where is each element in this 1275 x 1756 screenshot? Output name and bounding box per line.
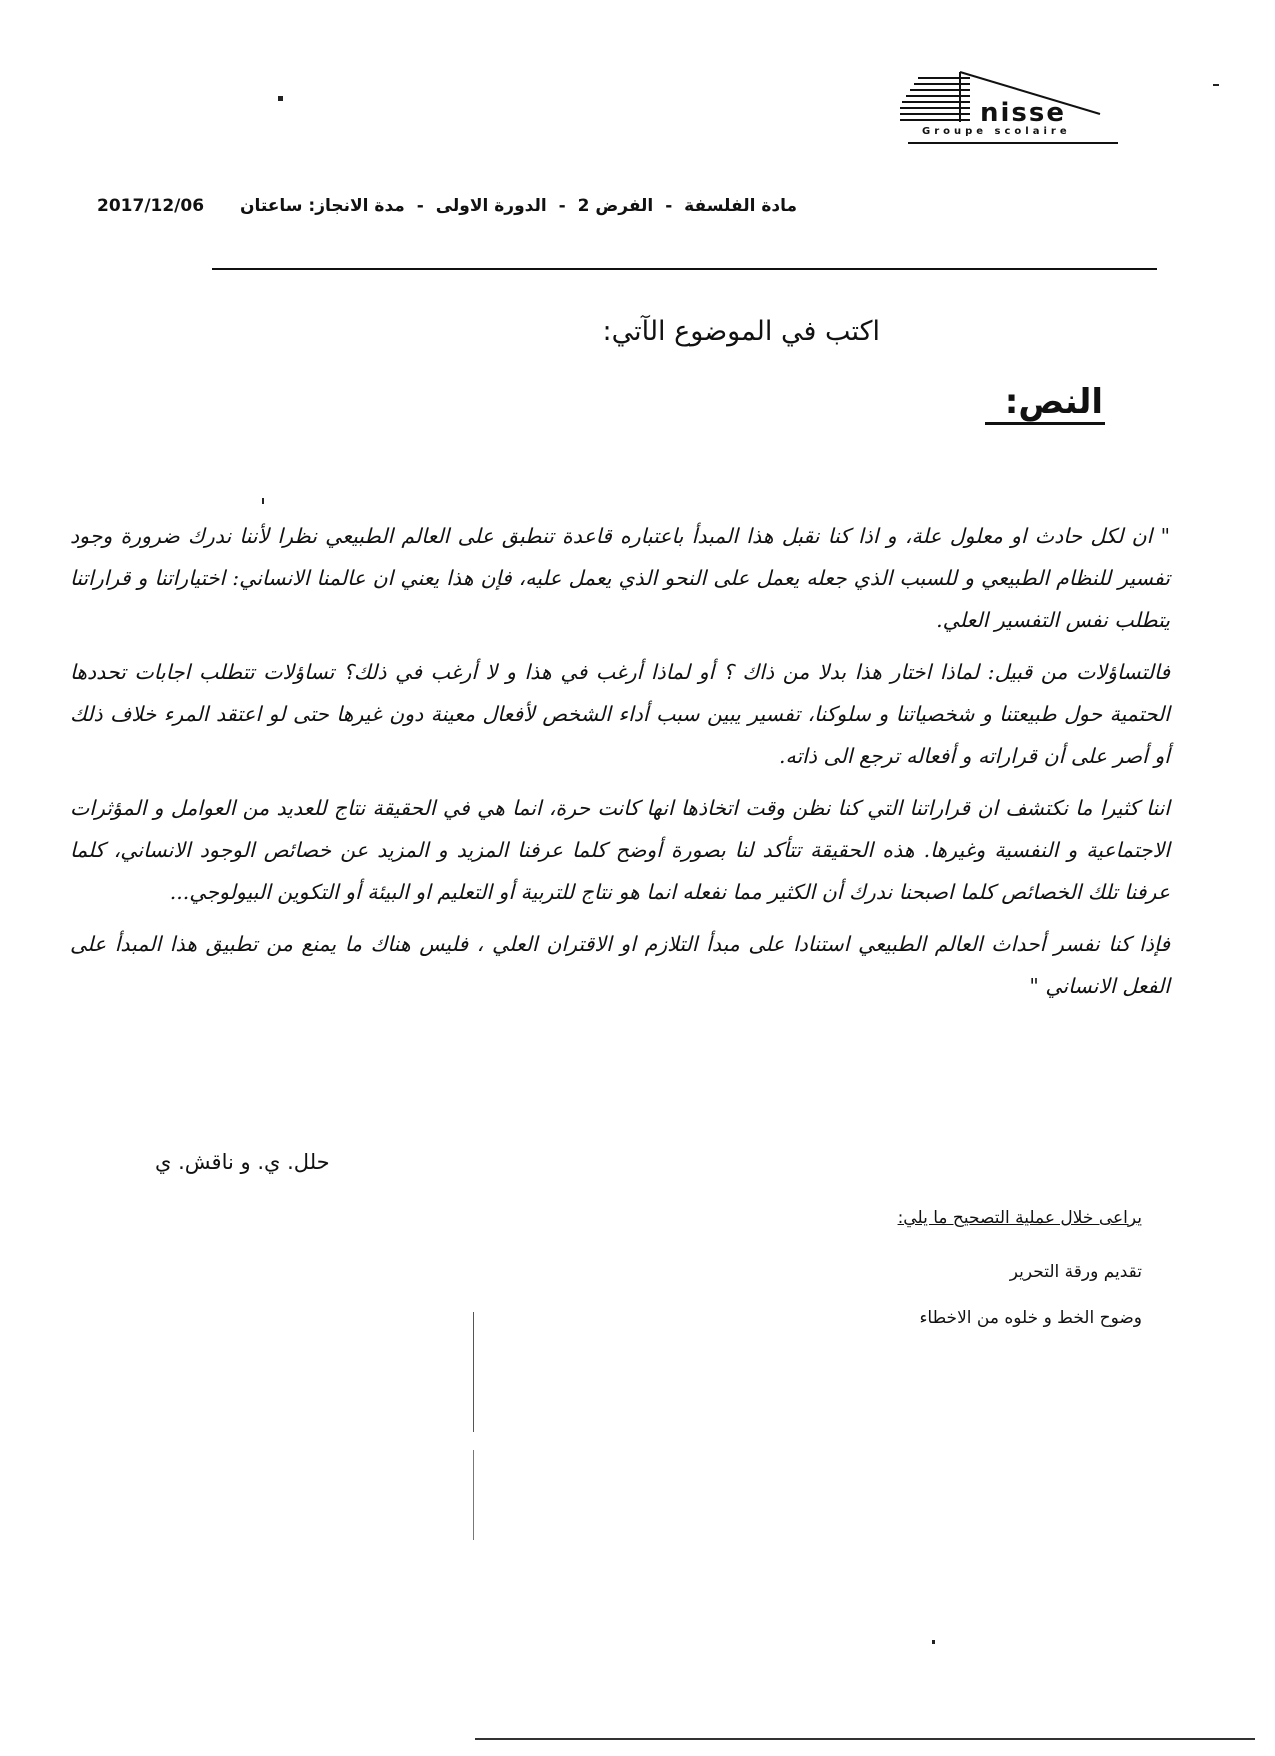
text-label: النص: xyxy=(1004,382,1103,422)
header-subject: مادة الفلسفة xyxy=(684,196,797,216)
header-exam: الفرض 2 xyxy=(577,196,654,216)
criteria-item: تقديم ورقة التحرير xyxy=(1009,1262,1142,1282)
header-divider xyxy=(212,268,1157,270)
header-separator: - xyxy=(416,196,424,216)
text-label-underline xyxy=(985,422,1105,425)
task-instruction: حلل. ي. و ناقش. ي xyxy=(155,1150,330,1174)
scan-speck xyxy=(1213,84,1219,86)
text-paragraph: فإذا كنا نفسر أحداث العالم الطبيعي استنادا على مبدأ التلازم او الاقتران العلي ، فليس هناك ما يمنع من تطبيق هذا المبدأ على الفعل الانساني " xyxy=(70,932,1170,998)
logo-subtitle: Groupe scolaire xyxy=(922,126,1071,137)
scan-speck xyxy=(278,96,283,101)
instruction-heading: اكتب في الموضوع الآتي: xyxy=(602,316,880,347)
logo-underline xyxy=(908,142,1118,144)
scan-speck xyxy=(932,1640,935,1644)
scan-speck xyxy=(262,498,264,504)
criteria-title: يراعى خلال عملية التصحيح ما يلي: xyxy=(897,1208,1142,1228)
criteria-item: وضوح الخط و خلوه من الاخطاء xyxy=(919,1308,1142,1328)
header-date: 2017/12/06 xyxy=(97,196,205,216)
header-duration: مدة الانجاز: ساعتان xyxy=(239,196,405,216)
philosophy-text xyxy=(70,515,1170,1017)
scan-line xyxy=(473,1450,474,1540)
header-session: الدورة الاولى xyxy=(435,196,547,216)
exam-header xyxy=(234,196,797,216)
school-logo xyxy=(900,70,1120,150)
scan-bottom-line xyxy=(475,1738,1255,1740)
header-separator: - xyxy=(665,196,673,216)
text-paragraph: اننا كثيرا ما نكتشف ان قراراتنا التي كنا نظن وقت اتخاذها انها كانت حرة، انما هي في الحقيقة نتاج للعديد من العوامل و المؤثرات الاجتماعية و النفسية وغيرها. هذه الحقيقة تتأكد لنا بصورة أوضح كلما عرفنا المزيد و المزيد عن خصائص الوجود الانساني، كلما عرفنا تلك الخصائص كلما اصبحنا ندرك أن الكثير مما نفعله انما هو نتاج للتربية أو التعليم او البيئة أو التكوين البيولوجي... xyxy=(70,796,1170,904)
scan-line xyxy=(473,1312,474,1432)
logo-wordmark: nisse xyxy=(980,98,1067,128)
text-paragraph: فالتساؤلات من قبيل: لماذا اختار هذا بدلا من ذاك ؟ أو لماذا أرغب في هذا و لا أرغب في ذلك؟ تساؤلات تتطلب اجابات تحددها الحتمية حول طبيعتنا و شخصياتنا و سلوكنا، تفسير يبين سبب أداء الشخص لأفعال معينة دون غيرها حتى لو اعتقد المرء خلاف ذلك أو أصر على أن قراراته و أفعاله ترجع الى ذاته. xyxy=(70,660,1170,768)
header-separator: - xyxy=(558,196,566,216)
text-paragraph: " ان لكل حادث او معلول علة، و اذا كنا نقبل هذا المبدأ باعتباره قاعدة تنطبق على العالم الطبيعي نظرا لأننا ندرك ضرورة وجود تفسير للنظام الطبيعي و للسبب الذي جعله يعمل على النحو الذي يعمل عليه، فإن هذا يعني ان عالمنا الانساني: اختياراتنا و قراراتنا يتطلب نفس التفسير العلي. xyxy=(70,524,1170,632)
